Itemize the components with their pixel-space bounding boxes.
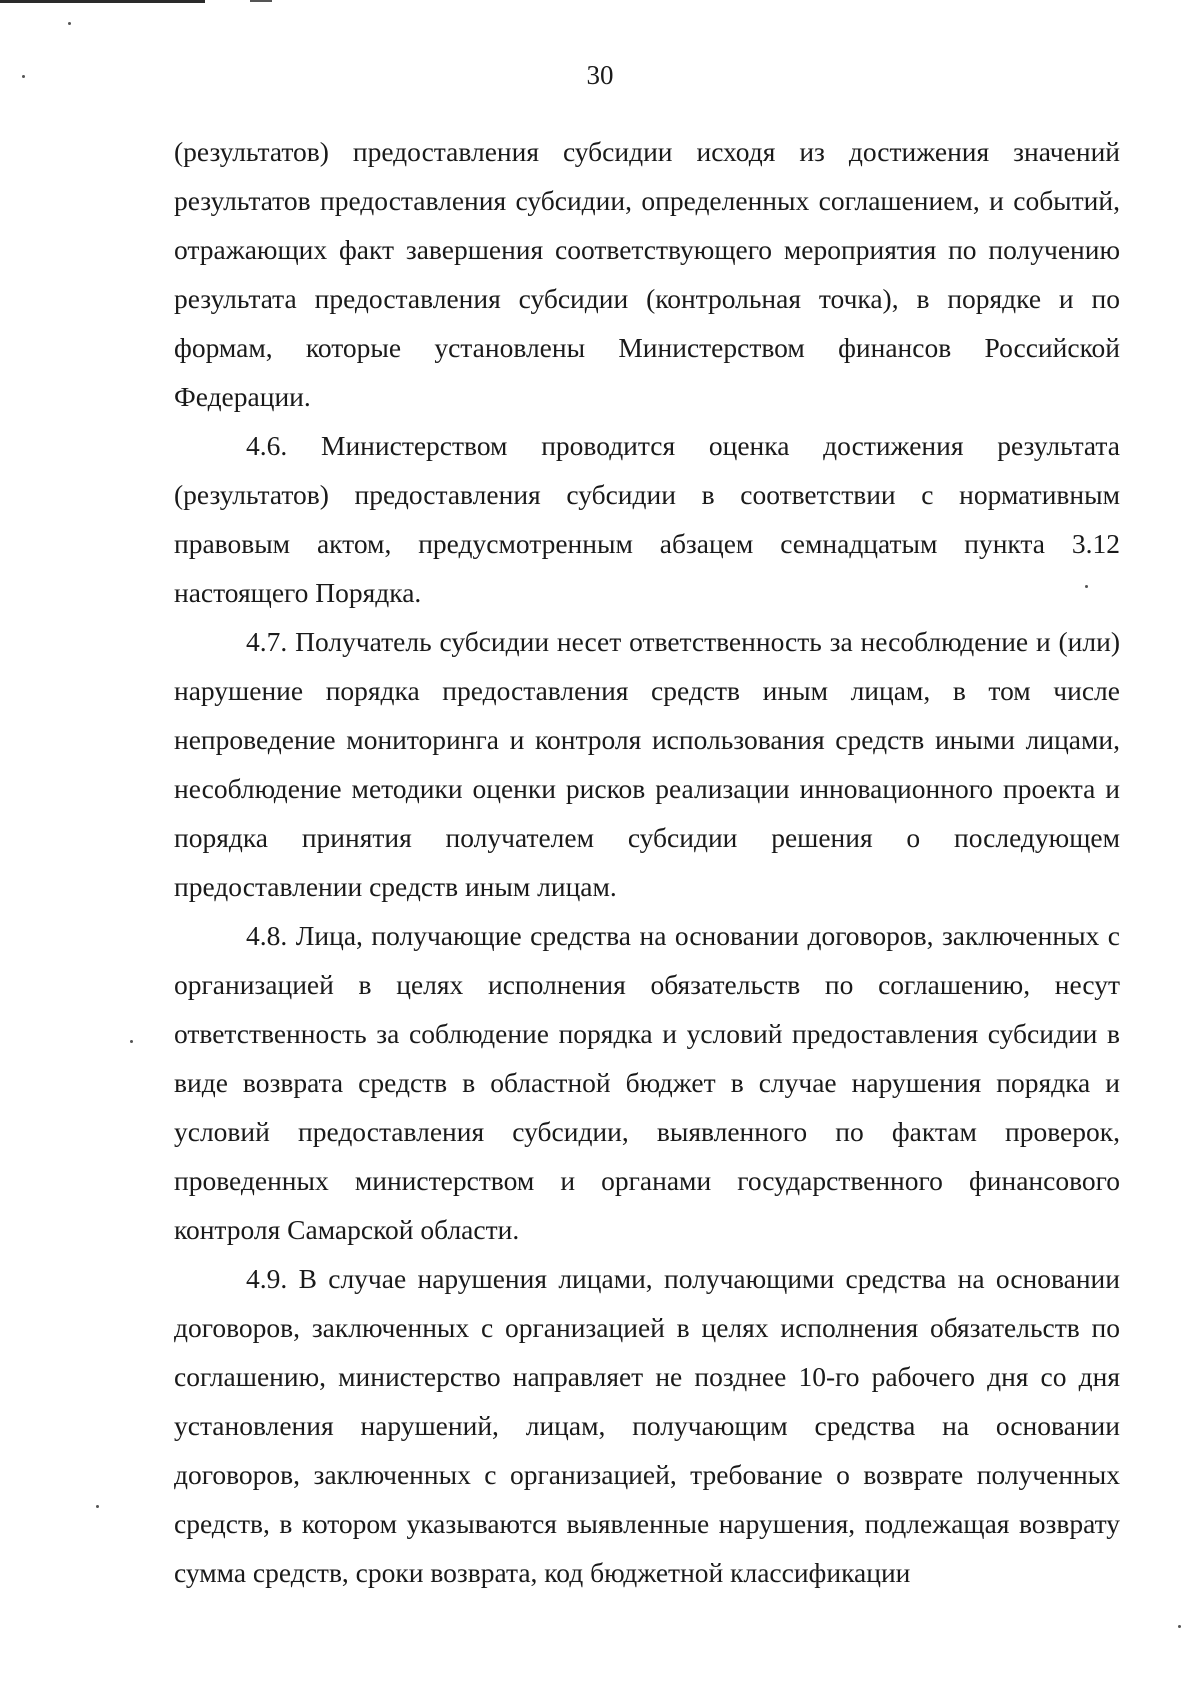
paragraph-4-8: 4.8. Лица, получающие средства на основании договоров, заключенных с организацией в целях исполнения обязательств по соглашению, несут ответственность за соблюдение порядка и условий предоставления субсидии в виде возврата средств в областной бюджет в случае нарушения порядка и условий предоставления субсидии, выявленного по фактам проверок, проведенных министерством и органами государственного финансового контроля Самарской области. [174, 920, 1120, 1245]
document-body [174, 127, 1120, 1597]
page-number: 30 [586, 60, 614, 90]
scan-speck [68, 22, 71, 25]
scan-edge-mark [250, 0, 272, 2]
scan-edge-mark [0, 0, 205, 3]
paragraph-4-6: 4.6. Министерством проводится оценка достижения результата (результатов) предоставления субсидии в соответствии с нормативным правовым актом, предусмотренным абзацем семнадцатым пункта 3.12 настоящего Порядка. [174, 430, 1120, 608]
paragraph-4-7: 4.7. Получатель субсидии несет ответственность за несоблюдение и (или) нарушение порядка предоставления средств иным лицам, в том числе непроведение мониторинга и контроля использования средств иными лицами, несоблюдение методики оценки рисков реализации инновационного проекта и порядка принятия получателем субсидии решения о последующем предоставлении средств иным лицам. [174, 626, 1120, 902]
scan-speck [1178, 1625, 1181, 1628]
paragraph-4-9: 4.9. В случае нарушения лицами, получающими средства на основании договоров, заключенных с организацией в целях исполнения обязательств по соглашению, министерство направляет не позднее 10-го рабочего дня со дня установления нарушений, лицам, получающим средства на основании договоров, заключенных с организацией, требование о возврате полученных средств, в котором указываются выявленные нарушения, подлежащая возврату сумма средств, сроки возврата, код бюджетной классификации [174, 1263, 1120, 1588]
scan-speck [130, 1040, 133, 1043]
scan-speck [96, 1505, 99, 1508]
paragraph-continuation: (результатов) предоставления субсидии исходя из достижения значений результатов предоставления субсидии, определенных соглашением, и событий, отражающих факт завершения соответствующего мероприятия по получению результата предоставления субсидии (контрольная точка), в порядке и по формам, которые установлены Министерством финансов Российской Федерации. [174, 136, 1120, 412]
